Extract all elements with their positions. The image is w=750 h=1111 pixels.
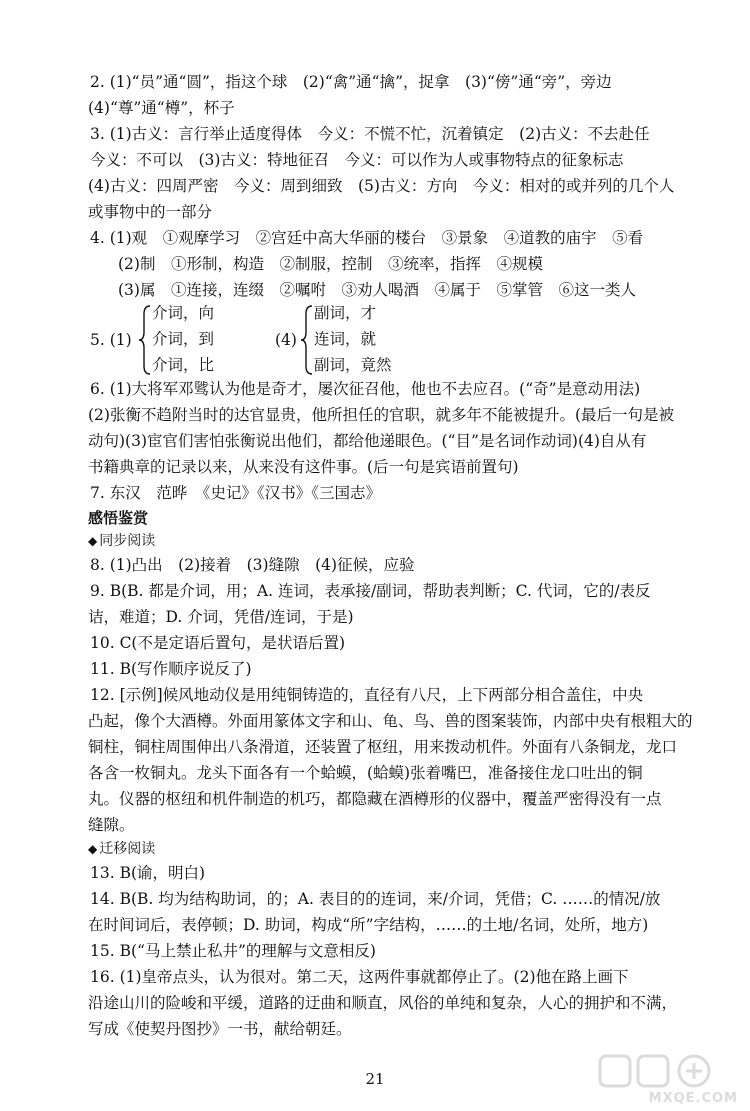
watermark-emblem-icon: [592, 1052, 742, 1092]
answer-line: 铜柱，铜柱周围伸出八条滑道，还装置了枢纽，用来拨动机件。外面有八条铜龙，龙口: [88, 738, 678, 756]
answer-line: 沿途山川的险峻和平缓，道路的迂曲和顺直，风俗的单纯和复杂，人心的拥护和不满，: [88, 994, 678, 1012]
subsection-title: 同步阅读: [99, 533, 156, 549]
subsection-title: 迁移阅读: [99, 841, 156, 857]
watermark-site: MXQE.COM: [648, 1091, 738, 1106]
answer-line: 或事物中的一部分: [88, 203, 213, 221]
answer-line: 今义：不可以 (3)古义：特地征召 今义：可以作为人或事物特点的征象标志: [90, 151, 624, 169]
item5-label2: (4): [275, 331, 297, 349]
diamond-bullet-icon: ◆: [88, 534, 98, 548]
answer-line: 丸。仪器的枢纽和机件制造的机巧，都隐藏在酒樽形的仪器中，覆盖严密得没有一点: [88, 790, 662, 808]
left-brace-icon: [138, 302, 152, 378]
answer-line: 诘，难道；D. 介词，凭借/连词，于是): [88, 608, 354, 626]
item5-group1-entry: 介词，比: [152, 356, 215, 374]
watermark-logo: [592, 1052, 742, 1108]
subsection-heading-transfer: [88, 838, 155, 860]
answer-line: (2)制 ①形制，构造 ②制服，控制 ③统率，指挥 ④规模: [118, 255, 543, 273]
answer-line: 动句)(3)宦官们害怕张衡说出他们，都给他递眼色。(“目”是名词作动词)(4)自从有: [88, 432, 647, 450]
answer-line: 2. (1)“员”通“圆”，指这个球 (2)“禽”通“擒”，捉拿 (3)“傍”通“旁”，旁边: [90, 73, 612, 91]
answer-line: 11. B(写作顺序说反了): [90, 660, 252, 678]
item5-group1-entry: 介词，向: [152, 304, 215, 322]
answer-line: 4. (1)观 ①观摩学习 ②宫廷中高大华丽的楼台 ③景象 ④道教的庙宇 ⑤看: [90, 229, 644, 247]
answer-line: 15. B(“马上禁止私井”的理解与文意相反): [90, 942, 376, 960]
answer-line: 16. (1)皇帝点头，认为很对。第二天，这两件事就都停止了。(2)他在路上画下: [90, 968, 629, 986]
answer-line: 6. (1)大将军邓骘认为他是奇才，屡次征召他，他也不去应召。(“奇”是意动用法): [90, 380, 641, 398]
item5-brace-block: [90, 302, 490, 378]
item5-group2-entry: 副词，竟然: [314, 356, 392, 374]
answer-line: (4)“尊”通“樽”，杯子: [88, 99, 235, 117]
answer-line: (3)属 ①连接，连缀 ②嘱咐 ③劝人喝酒 ④属于 ⑤掌管 ⑥这一类人: [118, 281, 636, 299]
answer-line: 3. (1)古义：言行举止适度得体 今义：不慌不忙，沉着镇定 (2)古义：不去赴任: [90, 125, 650, 143]
answer-line: 9. B(B. 都是介词，用；A. 连词，表承接/副词，帮助表判断；C. 代词，它的/表反: [90, 582, 651, 600]
answer-line: 7. 东汉 范晔 《史记》《汉书》《三国志》: [90, 484, 381, 502]
answer-line: (2)张衡不趋附当时的达官显贵，他所担任的官职，就多年不能被提升。(最后一句是被: [88, 406, 675, 424]
page-number: 21: [365, 1070, 385, 1088]
answer-line: 12. [示例]候风地动仪是用纯铜铸造的，直径有八尺，上下两部分相合盖住，中央: [90, 686, 644, 704]
section-heading: 感悟鉴赏: [88, 509, 149, 527]
answer-line: 书籍典章的记录以来，从来没有这件事。(后一句是宾语前置句): [88, 458, 519, 476]
answer-line: 在时间词后，表停顿；D. 助词，构成“所”字结构，……的土地/名词，处所，地方): [88, 916, 649, 934]
item5-group2-entry: 连词，就: [314, 330, 377, 348]
answer-line: 凸起，像个大酒樽。外面用篆体文字和山、龟、鸟、兽的图案装饰，内部中央有根粗大的: [88, 712, 693, 730]
item5-group2-entry: 副词，才: [314, 304, 377, 322]
answer-line: 各含一枚铜丸。龙头下面各有一个蛤蟆，(蛤蟆)张着嘴巴，准备接住龙口吐出的铜: [88, 764, 643, 782]
answer-line: (4)古义：四周严密 今义：周到细致 (5)古义：方向 今义：相对的或并列的几个人: [88, 177, 675, 195]
answer-line: 8. (1)凸出 (2)接着 (3)缝隙 (4)征候，应验: [90, 556, 415, 574]
left-brace-icon: [300, 302, 314, 378]
answer-line: 10. C(不是定语后置句，是状语后置): [90, 634, 346, 652]
answer-line: 14. B(B. 均为结构助词，的；A. 表目的的连词，来/介词，凭借；C. ……的情况/放: [90, 890, 661, 908]
answer-line: 缝隙。: [88, 816, 135, 834]
answer-line: 写成《使契丹图抄》一书，献给朝廷。: [88, 1020, 352, 1038]
item5-label: 5. (1): [90, 331, 132, 349]
diamond-bullet-icon: ◆: [88, 842, 98, 856]
item5-group1-entry: 介词，到: [152, 330, 215, 348]
subsection-heading-sync: [88, 530, 155, 552]
answer-line: 13. B(谕，明白): [90, 864, 206, 882]
